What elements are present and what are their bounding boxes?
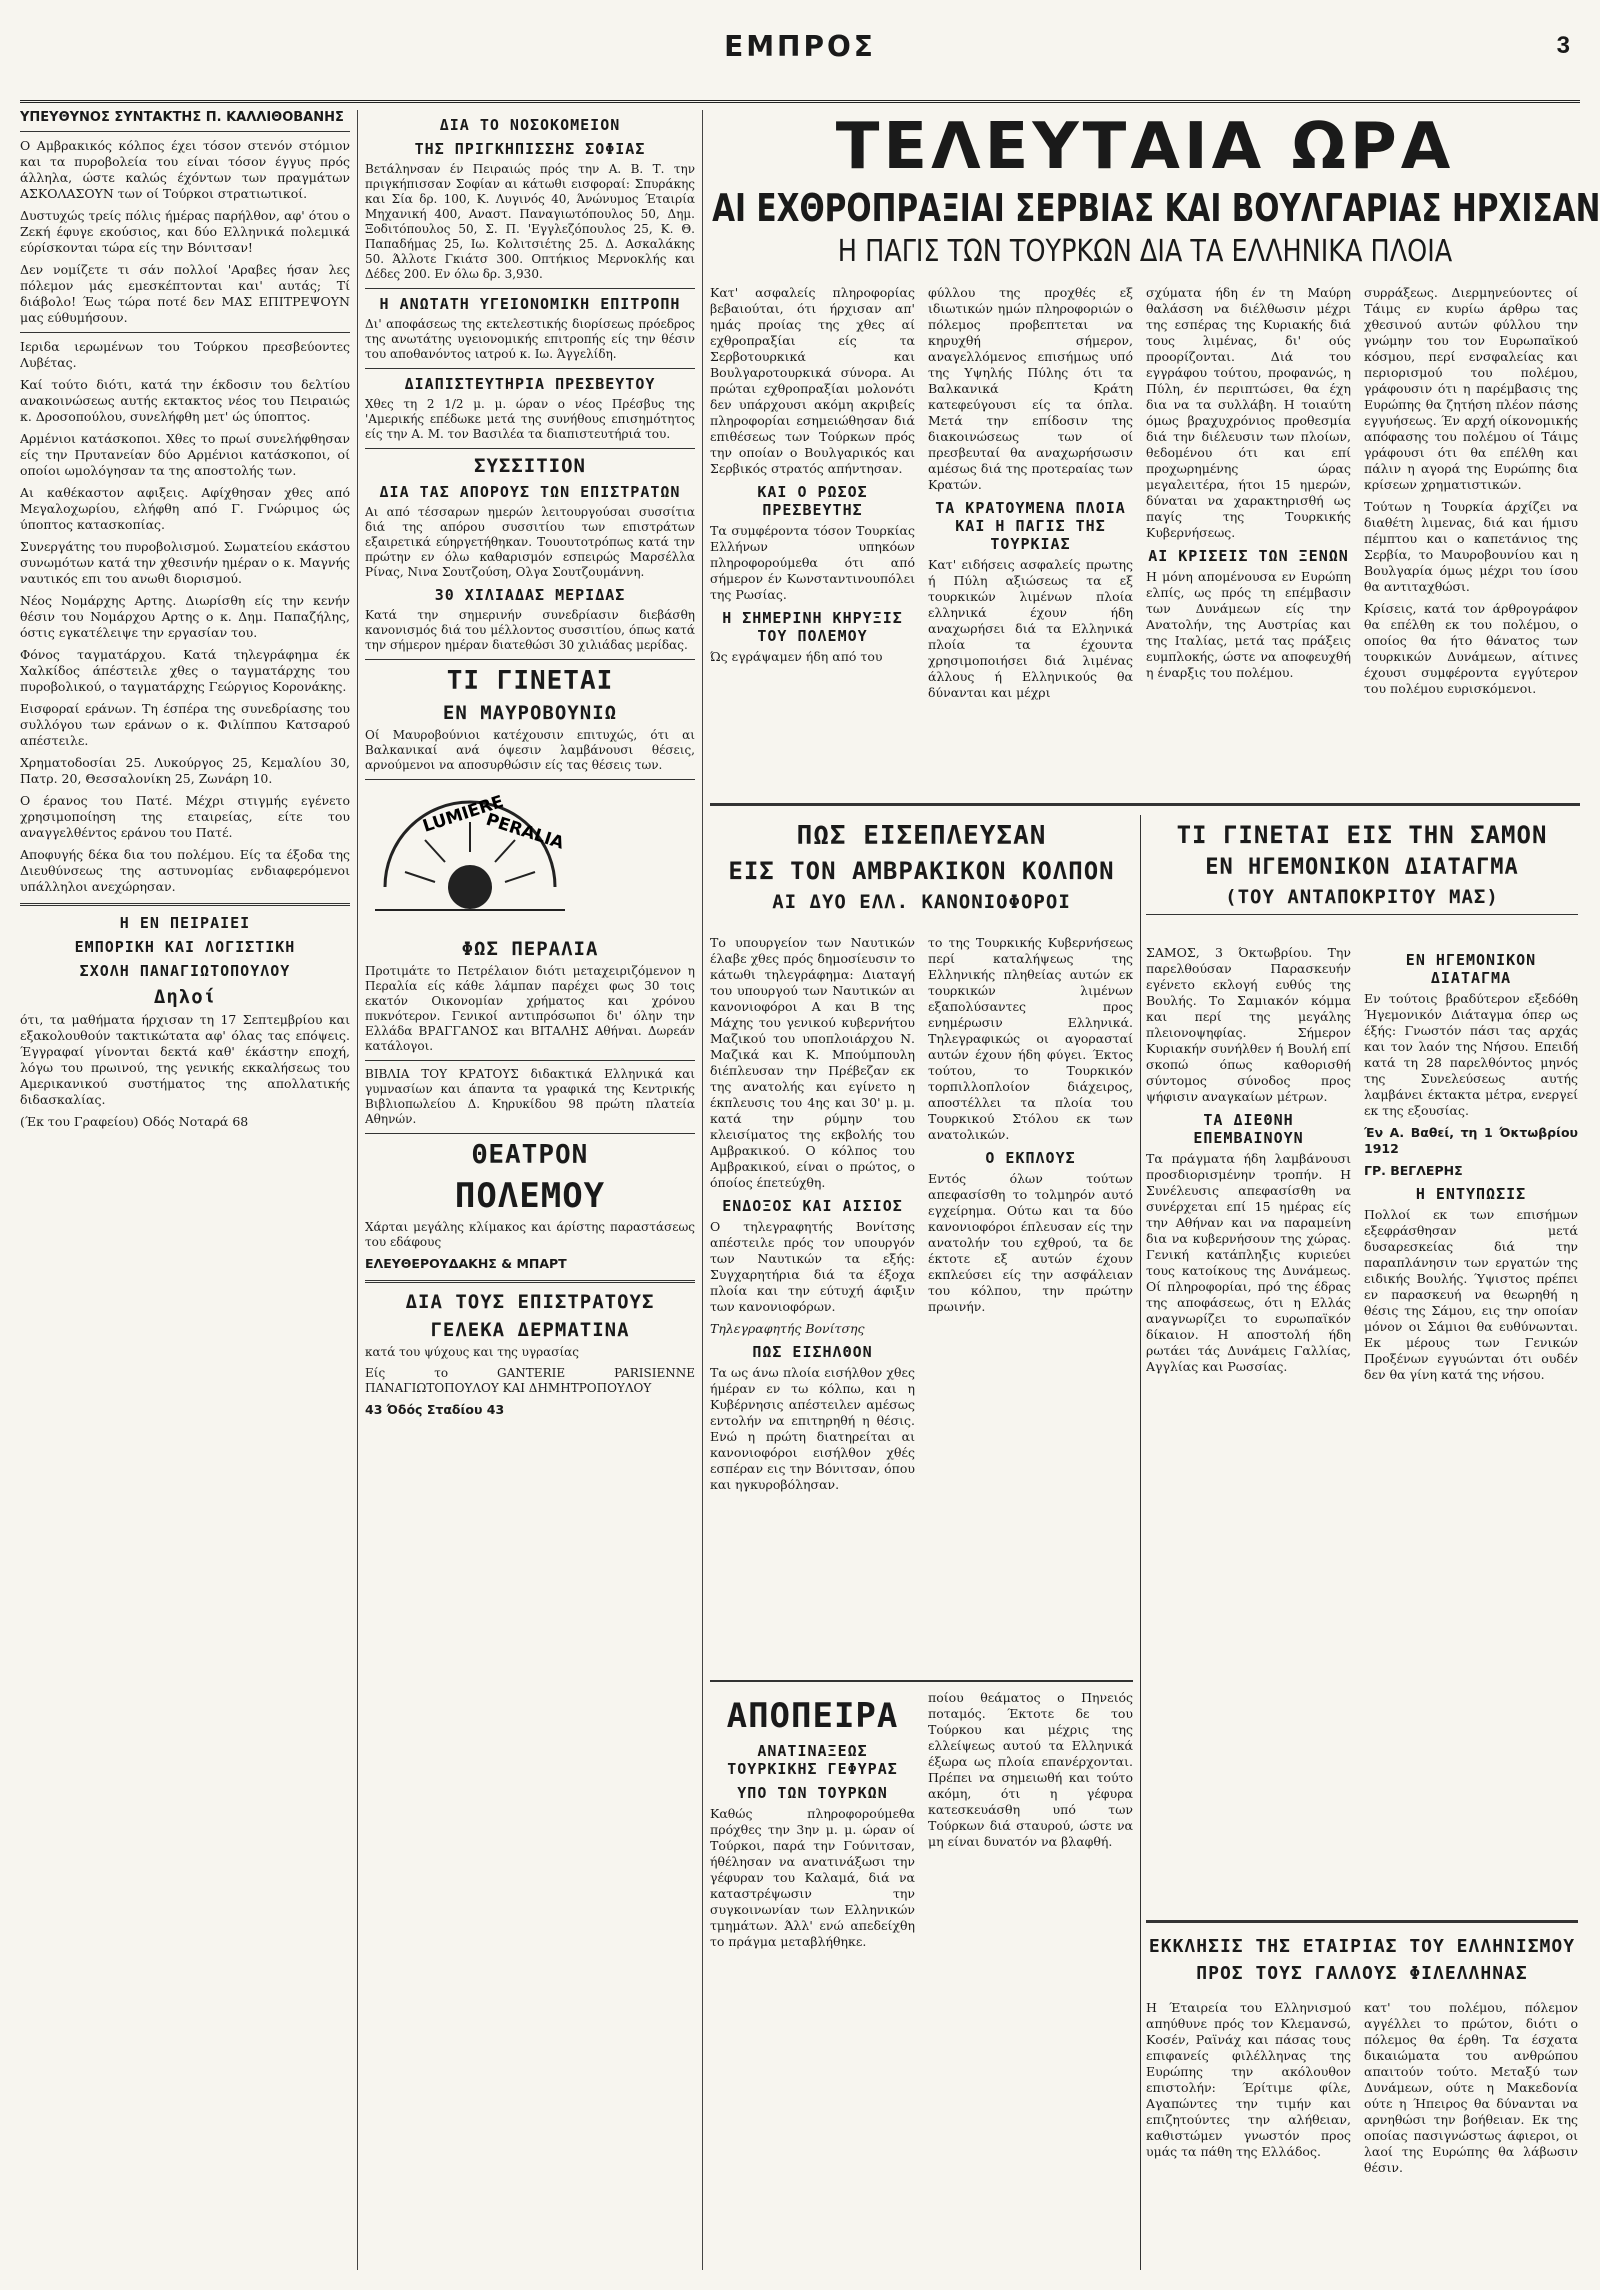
ad-title-2: ΕΜΠΟΡΙΚΗ ΚΑΙ ΛΟΓΙΣΤΙΚΗ (74, 938, 296, 956)
article-text: Πολλοί εκ των επισήμων εξεφράσθησαν μετά δυσαρεσκείας διά την παραπλάνησιν των εργατών της ειδικής Βουλής. Ύψιστος πρέπει εν παρασκευή να θεωρηθή η θέσις της Σάμου, εις την οποίαν μόνον οι Σάμιοι θα ευθύνωνται. Εκ μέρους των Γενικών Προξένων εγγυώνται ότι ουδέν δεν θα γίνη κατά της νήσου. (1364, 1207, 1578, 1382)
decree-signatory: ΓΡ. ΒΕΓΛΕΡΗΣ (1364, 1163, 1463, 1178)
newspaper-title: ΕΜΠΡΟΣ (724, 30, 876, 63)
col1-paragraph: Συνεργάτης του πυροβολισμού. Σωματείου εκάστου συνωμότων κατά την χθεσινήν ημέραν ο κ. Μαγνής ναυτικός επι του ανωθι διορισμού. (20, 539, 350, 586)
vests-text: κατά του ψύχους και της υγρασίας (365, 1345, 579, 1359)
story-subheading: ΕΙΣ ΤΟΝ ΑΜΒΡΑΚΙΚΟΝ ΚΟΛΠΟΝ (728, 857, 1115, 885)
peralia-text: Προτιμάτε το Πετρέλαιον διότι μεταχειριζόμενον η Περαλία είς κάθε λάμπαν παρέχει φως 30 τοις εκατόν Οικονομίαν χρήματος και χρόνου πυκνότερον. Γενικοί αντιπρόσωποι δι' όλην την Ελλάδα ΒΡΑΓΓΑΝΟΣ και ΒΙΤΑΛΗΣ Αθήναι. Δωρεάν κατάλογοι. (365, 964, 695, 1053)
story-kicker: (ΤΟΥ ΑΝΤΑΠΟΚΡΙΤΟΥ ΜΑΣ) (1225, 886, 1499, 908)
canteen-subheading: ΔΙΑ ΤΑΣ ΑΠΟΡΟΥΣ ΤΩΝ ΕΠΙΣΤΡΑΤΩΝ (379, 483, 681, 501)
newspaper-page (20, 10, 1600, 2280)
article-subheading: Η ΕΝΤΥΠΩΣΙΣ (1415, 1185, 1527, 1203)
publisher-name: ΕΛΕΥΘΕΡΟΥΔΑΚΗΣ & ΜΠΑΡΤ (365, 1256, 567, 1271)
article-text: σχύματα ήδη έν τη Μαύρη θαλάσση να διέλθωσιν μέχρι της εσπέρας της Κυριακής διά τους λιμένας, δι' ούς προορίζονται. Διά του εγγράφου τούτου, προφανώς, η Πύλη, έν περιπτώσει, θα έχη δια να τα συλλάβη. Η τοιαύτη όμως βραχυχρόνιος προθεσμία διά την διέλευσιν των πλοίων, θεδομένου ότι και επί προχωρημένης ώρας μεγαλειτέρα, ήτοι 15 ημερών, δύναται να χαρακτηρισθή ως παγίς της Τουρκικής Κυβερνήσεως. (1146, 285, 1351, 540)
ad-title-3: ΣΧΟΛΗ ΠΑΝΑΓΙΩΤΟΠΟΥΛΟΥ (79, 962, 291, 980)
lead-headline (710, 110, 1600, 272)
column-1 (20, 110, 350, 2270)
maps-text: Χάρται μεγάλης κλίμακος και άρίστης παραστάσεως του εδάφους (365, 1220, 695, 1249)
top-col-b (928, 285, 1133, 795)
col1-paragraph: Αι καθέκαστον αφιξεις. Αφίχθησαν χθες από Μεγαλοχωρίου, ελήφθη από Γ. Γνώριμος ώς ύποπτος κατασκοπίας. (20, 485, 350, 532)
story-heading: ΤΙ ΓΙΝΕΤΑΙ ΕΙΣ ΤΗΝ ΣΑΜΟΝ (1176, 821, 1548, 849)
story-col-left (710, 935, 915, 1675)
section-divider (1146, 1920, 1578, 1923)
article-text: συρράξεως. Διερμηνεύοντες οί Τάιμς εν κυρίω άρθρω τας χθεσινού αυτών φύλλου την γνώμην του τον Ευρωπαϊκού κόσμου, περί ενσφαλείας και περιορισμού του πολέμου, γράφουσιν ότι η παρέμβασις της Ευρώπης θα ζητήση πλέον πάσης εγγυήσεως. Έν αρχή οίκονομικής απόφασης του πολέμου οί Τάιμς γράφουσι ότι θα επέλθη και πάλιν η αγορά της Ευρώπης δια κρίσεων χρηματιστικών. (1364, 285, 1578, 492)
column-divider (1140, 815, 1141, 2270)
col1-paragraph: Χρηματοδοσίαι 25. Λυκούργος 25, Κεμαλίου 30, Πατρ. 20, Θεσσαλονίκη 25, Ζωνάρη 10. (20, 755, 350, 786)
column-2 (365, 110, 695, 2270)
story-heading: ΑΠΟΠΕΙΡΑ (726, 1696, 899, 1736)
portions-text: Κατά την σημερινήν συνεδρίασιν διεβάσθη κανονισμός διά του μέλλοντος συσσιτίου, όπως κατά την σήμερον ημέραν διατεθώσι 30 χιλιάδας μερίδας. (365, 608, 695, 652)
hospital-donations: Βετάληνσαν έν Πειραιώς πρός την Α. Β. Τ. την πριγκήπισσαν Σοφίαν αι κάτωθι εισφοραί: Σπυράκης και Σία δρ. 100, Κ. Λυγινός 40, Άνώνυμος Έταιρία Μηχανική 400, Αναστ. Παναγιωτόπουλος 50, Δημ. Ξοδιτόπουλος 50, Σ. Π. 'Εγγλεζόπουλος 25, Κ. Θ. Παπαδήμας 25, Ιω. Κολιτσιέτης 25. Δ. Ασκαλάκης 50. Άλλοτε Γκιάτσ 300. Οπτήκιος Μερνοκλής και Δέδες 200. Εν όλω δρ. 3,930. (365, 162, 695, 281)
hospital-heading: ΔΙΑ ΤΟ ΝΟΣΟΚΟΜΕΙΟΝ (439, 116, 621, 134)
article-text: Καθώς πληροφορούμεθα πρόχθες την 3ην μ. μ. ώραν οί Τούρκοι, παρά την Γούνιτσαν, ήθέλησαν να ανατινάξωσι την γέφυραν του Καλαμά, διά να καταστρέψωσιν την συγκοινωνίαν των Ελληνικών τμημάτων. Άλλ' ενώ απεδείχθη το πράγμα μεταβλήθηκε. (710, 1806, 915, 1949)
column-divider (702, 110, 703, 2270)
samos-col-right (1364, 945, 1578, 1915)
article-text: Τα συμφέροντα τόσον Τουρκίας Ελλήνων υπηκόων πληροφορούμεθα ότι από σήμερον έν Κωνσταντινουπόλει της Ρωσίας. (710, 523, 915, 602)
logo-text-top: LUMIERE (420, 792, 507, 837)
article-text: Ώς εγράψαμεν ήδη από του (710, 649, 883, 664)
ad-body: ότι, τα μαθήματα ήρχισαν τη 17 Σεπτεμβρίου και εξακολουθούν τακτικώτατα αφ' όλας τας επόψεις. Έγγραφαί γίνονται δεκτά καθ' έκάστην εποχή, λόγω του πρωινού, της γενικής εκκαλήσεως του Αμερικανικού συστήματος της απολλατικής διδασκαλίας. (20, 1012, 350, 1107)
montenegro-subheading: ΕΝ ΜΑΥΡΟΒΟΥΝΙΩ (442, 702, 618, 724)
bridge-story (710, 1690, 1133, 2270)
article-subheading: ΤΑ ΔΙΕΘΝΗ ΕΠΕΜΒΑΙΝΟΥΝ (1193, 1111, 1304, 1147)
article-text: Το υπουργείον των Ναυτικών έλαβε χθες πρός δημοσίευσιν το κάτωθι τηλεγράφημα: Διαταγή του υπουργού των Ναυτικών αι κανονιοφόροι Α και Β της Μάχης του γενικού κυβερνήτου Μαζικού του υποπλοιάρχου Ν. Μαζικά και Κ. Μπούμπουλη διέπλευσαν την Πρέβεζαν εκ της ανατολής και εγίνετο η έκπλευσις του 4ης και 30' μ. μ. κατά την ρύμην του κλεισίματος της εκβολής του Αμβρακικού. Ο κόλπος του Αμβρακικού, είναι ο πρώτος, ο όποίος έπετεύχθη. (710, 935, 915, 1190)
hellenism-col-left (1146, 2000, 1351, 2270)
store-address: 43 Όδός Σταδίου 43 (365, 1402, 505, 1417)
samos-story (1146, 815, 1578, 1915)
ad-footer: (Έκ του Γραφείου) Οδός Νοταρά 68 (20, 1114, 249, 1129)
story-subheading: ΑΝΑΤΙΝΑΞΕΩΣ ΤΟΥΡΚΙΚΗΣ ΓΕΦΥΡΑΣ (727, 1742, 898, 1778)
col1-paragraph: Καί τούτο διότι, κατά την έκδοσιν του δελτίου ανακοινώσεως αυτής εκτακτος νέος του Πειραιώς κ. Δροσοπούλου, συνελήφθη μετ' ώς ύποπτος. (20, 377, 350, 424)
montenegro-heading: ΤΙ ΓΙΝΕΤΑΙ (446, 666, 614, 696)
article-subheading: ΕΝ ΗΓΕΜΟΝΙΚΟΝ ΔΙΑΤΑΓΜΑ (1405, 951, 1537, 987)
canteen-text: Αι από τέσσαρων ημερών λειτουργούσαι συσσίτια διά της απόρου συσσιτίου των επιστράτων εξαιρετικά εύηργετήθηκαν. Τουουτοτρόπως κατά την πρώτην εν όλω καθαρισμόν εσπειρώς Μαρσέλλα Ρίνας, Νινα Σουτζούση, Ολγα Σουτζουμάννη. (365, 505, 695, 579)
article-text: Κατ' ειδήσεις ασφαλείς πρωτης ή Πύλη αξιώσεως τα εξ τουρκικών λιμένων πλοία ελληνικά έχουν ήδη αναχωρήσει διά τα Ελληνικά πλοία τα έχουντα χρησιμοποιήσει διά λιμένας άλλους ή Ελληνικούς θα δύνανται και μέχρι (928, 557, 1133, 700)
ad-subtitle: Δηλοί (153, 986, 217, 1008)
page-number: 3 (1556, 32, 1570, 59)
lead-title: ΤΕΛΕΥΤΑΙΑ ΩΡΑ (835, 110, 1455, 184)
montenegro-text: Οί Μαυροβούνιοι κατέχουσιν επιτυχώς, ότι αι Βαλκανικαί ανά όψεσιν λαμβάνουσι θέσεις, αρνούμενοι να αποσυρθώσιν είς τας θέσεις των. (365, 728, 695, 772)
story-heading: ΠΩΣ ΕΙΣΕΠΛΕΥΣΑΝ (796, 821, 1047, 851)
col1-paragraph: Ο Αμβρακικός κόλπος έχει τόσον στενόν στόμιον και τα πυροβολεία του είναι τόσον έγγυς πρός άλληλα, ώστε καλώς έχόντων των πραγμάτων ΑΣΚΟΛΑΣΟΥΝ των οί Τούρκοι στρατιωτικοί. (20, 138, 350, 201)
story-heading: ΕΚΚΛΗΣΙΣ ΤΗΣ ΕΤΑΙΡΙΑΣ ΤΟΥ ΕΛΛΗΝΙΣΜΟΥ (1148, 1936, 1576, 1957)
bridge-col-left (710, 1690, 915, 2270)
article-text: ποίου θεάματος ο Πηνειός ποταμός. Έκτοτε δε του Τούρκου και μέχρις της ελλείψεως αυτού τα Ελληνικά έξωρα ως πλοία επανέρχονται. Πρέπει να σημειωθή και τούτο ακόμη, ότι η γέφυρα κατεσκευάσθη υπό των Τούρκων διά σταυρού, ώστε να μη είναι δυνατόν να βλαφθή. (928, 1690, 1133, 1849)
section-divider (710, 803, 1580, 806)
bridge-col-right (928, 1690, 1133, 2270)
article-text: Εντός όλων τούτων απεφασίσθη το τολμηρόν αυτό εγχείρημα. Ούτω και τα δύο κανονιοφόροι έπλευσαν είς την ανατολήν του εχθρού, τα δε έκτοτε εξ αυτών έχουν εκπλεύσει είς την ασφάλειαν του κόλπου, την πρώτην πρωινήν. (928, 1171, 1133, 1314)
health-committee-heading: Η ΑΝΩΤΑΤΗ ΥΓΕΙΟΝΟΜΙΚΗ ΕΠΙΤΡΟΠΗ (379, 295, 681, 313)
credentials-heading: ΔΙΑΠΙΣΤΕΥΤΗΡΙΑ ΠΡΕΣΒΕΥΤΟΥ (404, 375, 656, 393)
top-col-d (1364, 285, 1578, 795)
col1-paragraph: Εισφοραί εράνων. Τη έσπέρα της συνεδρίασης του συλλόγου των εράνων ο κ. Φιλίππου Κατσαρού απέστειλε. (20, 701, 350, 748)
store-name: Είς το GANTERIE PARISIENNE ΠΑΝΑΓΙΩΤΟΠΟΥΛΟΥ ΚΑΙ ΔΗΜΗΤΡΟΠΟΥΛΟΥ (365, 1366, 695, 1395)
hellenism-story (1146, 1930, 1578, 2270)
story-kicker: ΥΠΟ ΤΩΝ ΤΟΥΡΚΩΝ (737, 1784, 888, 1802)
article-text: κατ' του πολέμου, πόλεμον αγγέλλει το πρώτον, διότι ο πόλεμος θα έρθη. Τα έσχατα δικαιώματα του ανθρώπου απαιτούν τούτο. Μεταξύ των Δυνάμεων, ούτε η Μακεδονία ούτε η Ήπειρος θα δύνανται να αρνηθώσι την βοήθειαν. Εκ της οποίας πασιγνώστως άφιεροι, οι λαοί της Ευρώπης θα λάβωσιν θέσιν. (1364, 2000, 1578, 2175)
article-text: Κρίσεις, κατά τον άρθρογράφον θα επέλθη εκ του πολέμου, ο οποίος θα ήτο θάνατος των τουρκικών Δυνάμεων, αίτινες έχουσι συμφέροντα εγγύτερον του πολέμου ευρισκόμενοι. (1364, 601, 1578, 696)
article-subheading: Ο ΕΚΠΛΟΥΣ (985, 1149, 1076, 1167)
col1-paragraph: Αρμένιοι κατάσκοποι. Χθες το πρωί συνελήφθησαν είς την Πρυτανείαν δύο Αρμένιοι κατάσκοποι, οί οποίοι ωμολόγησαν τα της αποστολής των. (20, 431, 350, 478)
column-divider (357, 110, 358, 2270)
article-tag: Τηλεγραφητής Βονίτσης (710, 1321, 865, 1336)
theatre-heading: ΘΕΑΤΡΟΝ (471, 1140, 589, 1170)
article-subheading: ΑΙ ΚΡΙΣΕΙΣ ΤΩΝ ΞΕΝΩΝ (1148, 547, 1349, 565)
war-heading: ΠΟΛΕΜΟΥ (454, 1176, 606, 1216)
logo-text-bottom: PERALIA (483, 809, 567, 854)
hospital-subheading: ΤΗΣ ΠΡΙΓΚΗΠΙΣΣΗΣ ΣΟΦΙΑΣ (414, 140, 646, 158)
article-text: το της Τουρκικής Κυβερνήσεως περί καταλήψεως της Ελληνικής πληθείας αυτών εκ τουρκικών λιμένων εξαπολύσαντες προς ενημέρωσιν Ελληνικά. Τηλεγραφικώς οι αγορασταί αυτών έχουν ήδη φύγει. Έκτος τούτου, το Τουρκικόν τορπιλλοπλοίον διάχειρος, αποστέλλει τα πλοία του Τουρκικού Στόλου εκ των ανατολικών. (928, 935, 1133, 1142)
story-subheading: ΠΡΟΣ ΤΟΥΣ ΓΑΛΛΟΥΣ ΦΙΛΕΛΛΗΝΑΣ (1196, 1963, 1528, 1984)
col1-paragraph: Φόνος ταγματάρχου. Κατά τηλεγράφημα έκ Χαλκίδος άπέστειλε χθες ο ταγματάρχης του πυροβολικού, ο ταγματάρχης Γεώργιος Κορονάκης. (20, 647, 350, 694)
right-grid (710, 285, 1580, 2270)
peralia-heading: ΦΩΣ ΠΕΡΑΛΙΑ (461, 938, 599, 960)
portions-heading: 30 ΧΙΛΙΑΔΑΣ ΜΕΡΙΔΑΣ (434, 586, 626, 604)
article-subheading: ΤΑ ΚΡΑΤΟΥΜΕΝΑ ΠΛΟΙΑ ΚΑΙ Η ΠΑΓΙΣ ΤΗΣ ΤΟΥΡΚΙΑΣ (935, 499, 1126, 553)
samos-col-left (1146, 945, 1351, 1915)
ambracian-story (710, 815, 1133, 1675)
canteen-heading: ΣΥΣΣΙΤΙΟΝ (474, 455, 586, 477)
top-col-a (710, 285, 915, 795)
health-committee-text: Δι' αποφάσεως της εκτελεστικής διορίσεως πρόεδρος της ανωτάτης υγειονομικής επιτροπής είς την θέσιν του αποθανόντος ιατρού κ. Ιω. Άγγελίδη. (365, 317, 695, 361)
article-text: φύλλου της προχθές εξ ιδιωτικών ημών πληροφοριών ο πόλεμος προβεπτεται να κηρυχθή σήμερον, αναγελλόμενος επισήμως υπό της Υψηλής Πύλης ότι τα Βαλκανικά Κράτη κατεφεύγουσι είς τα όπλα. Μετά την επίδοσιν της διακοινώσεως των οί πρεσβευταί θα αναχωρήσωσιν αμέσως διά της προτεραίας των Κρατών. (928, 285, 1133, 492)
section-divider (710, 1680, 1133, 1682)
col1-paragraph: Ο έρανος του Πατέ. Μέχρι στιγμής εγένετο χρησιμοποίηση της εταιρείας, είτε του αναγγελθέντος εράνου του Πατέ. (20, 793, 350, 840)
article-subheading: Η ΣΗΜΕΡΙΝΗ ΚΗΡΥΞΙΣ ΤΟΥ ΠΟΛΕΜΟΥ (722, 609, 903, 645)
col1-paragraph: Δεν νομίζετε τι σάν πολλοί 'Αραβες ήσαν λες πόλεμον μάς εμεσκέπτονται και' αυτάς; Τί διάβολο! Έως τώρα ποτέ δεν ΜΑΣ ΕΠΙΤΡΕΨΟΥΝ μας εύθυμήσουν. (20, 262, 350, 325)
lead-subtitle: ΑΙ ΕΧΘΡΟΠΡΑΞΙΑΙ ΣΕΡΒΙΑΣ ΚΑΙ ΒΟΥΛΓΑΡΙΑΣ ΗΡΧΙΣΑΝ (712, 186, 1600, 230)
decree-date: Έν Α. Βαθεί, τη 1 Όκτωβρίου 1912 (1364, 1125, 1578, 1156)
story-subheading: ΕΝ ΗΓΕΜΟΝΙΚΟΝ ΔΙΑΤΑΓΜΑ (1205, 855, 1519, 880)
article-subheading: ΕΝΔΟΞΟΣ ΚΑΙ ΑΙΣΙΟΣ (722, 1197, 903, 1215)
ad-title-1: Η ΕΝ ΠΕΙΡΑΙΕΙ (119, 914, 251, 932)
story-col-right (928, 935, 1133, 1675)
col1-paragraph: Ιεριδα ιερωμένων του Τούρκου πρεσβεύοντες Λυβέτας. (20, 339, 350, 370)
article-text: Τούτων η Τουρκία άρχίζει να διαθέτη λιμενας, διά και ήμισυ πέμπτου και ο καπετάνιος της Σερβία, το Μαυροβουνίου και η Βουλγαρία όμως μέχρι του ίσου θα αντιταχθώσι. (1364, 499, 1578, 594)
peralia-logo (365, 792, 575, 922)
story-kicker: ΑΙ ΔΥΟ ΕΛΛ. ΚΑΝΟΝΙΟΦΟΡΟΙ (772, 891, 1071, 913)
article-subheading: ΠΩΣ ΕΙΣΗΛΘΟΝ (752, 1343, 873, 1361)
article-text: Κατ' ασφαλείς πληροφορίας βεβαιούται, ότι ήρχισαν απ' ημάς προίας της χθες αί εχθροπραξίαι είς τα Σερβοτουρκικά και Βουλγαροτουρκικά σύνορα. Αι πρώται εχθροπραξίαι μολονότι δεν υπάρχουσι ακόμη ακριβείς πληροφορίαι εσημειώθησαν διά επιθέσεως των Τούρκων πρός την οποίαν ο Βουλγαρικός και Σερβικός στρατός απήντησαν. (710, 285, 915, 476)
article-subheading: ΚΑΙ Ο ΡΩΣΟΣ ΠΡΕΣΒΕΥΤΗΣ (757, 483, 868, 519)
books-ad: ΒΙΒΛΙΑ ΤΟΥ ΚΡΑΤΟΥΣ διδακτικά Ελληνικά και γυμνασίων και άπαντα τα γραφικά της Κεντρικής Βιβλιοπωλείου Δ. Κηρυκίδου 98 πρώτη πλατεία Αθηνών. (365, 1067, 695, 1126)
article-text: Ο τηλεγραφητής Βονίτσης απέστειλε πρός τον υπουργόν των Ναυτικών τα εξής: Συγχαρητήρια διά τα έξοχα πλοία και την εύτυχή άφιξιν των κανονιοφόρων. (710, 1219, 915, 1314)
vests-heading: ΓΕΛΕΚΑ ΔΕΡΜΑΤΙΝΑ (430, 1319, 630, 1341)
article-text: Η μόνη απομένουσα εν Ευρώπη ελπίς, ως πρός τη επέμβασιν των Δυνάμεων είς την Ανατολήν, της Αυστρίας και της Ιταλίας, μετά τας πράξεις ευμπλοκής, ώστε να αποφευχθή η έναρξις του πολέμου. (1146, 569, 1351, 680)
top-col-c (1146, 285, 1351, 795)
col1-paragraph: Δυστυχώς τρείς πόλις ήμέρας παρήλθον, αφ' ότου ο Ζεκή έφυγε εκούσιος, και δύο Ελληνικά πολεμικά εύρίσκονται τώρα είς την Βόνιτσαν! (20, 208, 350, 255)
col1-paragraph: Αποφυγής δέκα δια του πολέμου. Είς τα έξοδα της Διευθύνσεως της αστυνομίας ενδιαφερόμενοι υπάλληλοι ανεχώρησαν. (20, 847, 350, 894)
credentials-text: Χθες τη 2 1/2 μ. μ. ώραν ο νέος Πρέσβυς της 'Αμερικής επέδωκε μετά της συνήθους επισημότητος είς την Α. Μ. τον Βασιλέα τα διαπιστευτήριά του. (365, 397, 695, 441)
lead-kicker: Η ΠΑΓΙΣ ΤΩΝ ΤΟΥΡΚΩΝ ΔΙΑ ΤΑ ΕΛΛΗΝΙΚΑ ΠΛΟΙΑ (837, 234, 1453, 269)
article-text: Τα ως άνω πλοία εισήλθον χθες ήμέραν εν τω κόλπω, και η Κυβέρνησις απέστειλεν αμέσως εντολήν να επιτηρηθή η θέσις. Ενώ η πρώτη διατηρείται αι κανονιοφόροι εισήλθον χθές εσπέραν εις την Βόνιτσαν, όπου και ηγκυροβόλησαν. (710, 1365, 915, 1492)
article-text: ΣΑΜΟΣ, 3 Όκτωβρίου. Την παρελθούσαν Παρασκευήν εγένετο εκλογή ευθύς της Βουλής. Το Σαμιακόν κόμμα και περί της μεγάλης πλειονοψηφίας. Σήμερον Κυριακήν συνήλθεν ή Βουλή επί σκοπώ όπως καθορισθή σύντομος σύνοδος προς ψήφισιν αναγκαίων μέτρων. (1146, 945, 1351, 1104)
editor-signature: ΥΠΕΥΘΥΝΟΣ ΣΥΝΤΑΚΤΗΣ Π. ΚΑΛΛΙΘΟΒΑΝΗΣ (20, 110, 344, 125)
reservists-heading: ΔΙΑ ΤΟΥΣ ΕΠΙΣΤΡΑΤΟΥΣ (405, 1291, 655, 1313)
masthead (20, 10, 1580, 103)
article-text: Η Έταιρεία του Ελληνισμού απηύθυνε πρός τον Κλεμανσώ, Κοσέν, Ραϊνάχ και πάσας τους επιφανείς φιλέλληνας της Ευρώπης την ακόλουθον επιστολήν: Έρίτιμε φίλε, Αγαπώντες την τιμήν και επιζητούντες την αλήθειαν, καθιστώμεν γνωστόν προς υμάς τα πάθη της Ελλάδος. (1146, 2000, 1351, 2159)
article-text: Εν τούτοις βραδύτερον εξεδόθη Ήγεμονικόν Διάταγμα όπερ ως έξής: Γνωστόν πάσι τας αρχάς και τον λαόν της Νήσου. Επειδή κατά τη 28 παρελθόντος μηνός της Συνελεύσεως αυτής λαμβάνει έκτακτα μέτρα, ενεργεί εκ της εξουσίας. (1364, 991, 1578, 1118)
col1-paragraph: Νέος Νομάρχης Αρτης. Διωρίσθη είς την κενήν θέσιν του Νομάρχου Αρτης ο κ. Δημ. Παπαζήλης, όστις εγκατέλειψε την εργασίαν του. (20, 593, 350, 640)
article-text: Τα πράγματα ήδη λαμβάνουσι προσδιορισμένην τροπήν. Η Συνέλευσις απεφασίσθη να συνέρχεται επί 15 ημέρας είς την Αθήναν και να παραμείνη δια να κυβερνήσουν της χώρας. Γενική κατάπληξις κυριεύει τους κατοίκους της Δυνάμεως. Οί πληροφορίαι, πρό της έδρας της αποφάσεως, ότι η Ελλάς αναγνωρίζει το ευρωπαϊκόν δίκαιον. Η αποστολή ήδη ρωτάει τάς Δυνάμεις Γαλλίας, Αγγλίας και Ρωσσίας. (1146, 1151, 1351, 1374)
hellenism-col-right (1364, 2000, 1578, 2270)
